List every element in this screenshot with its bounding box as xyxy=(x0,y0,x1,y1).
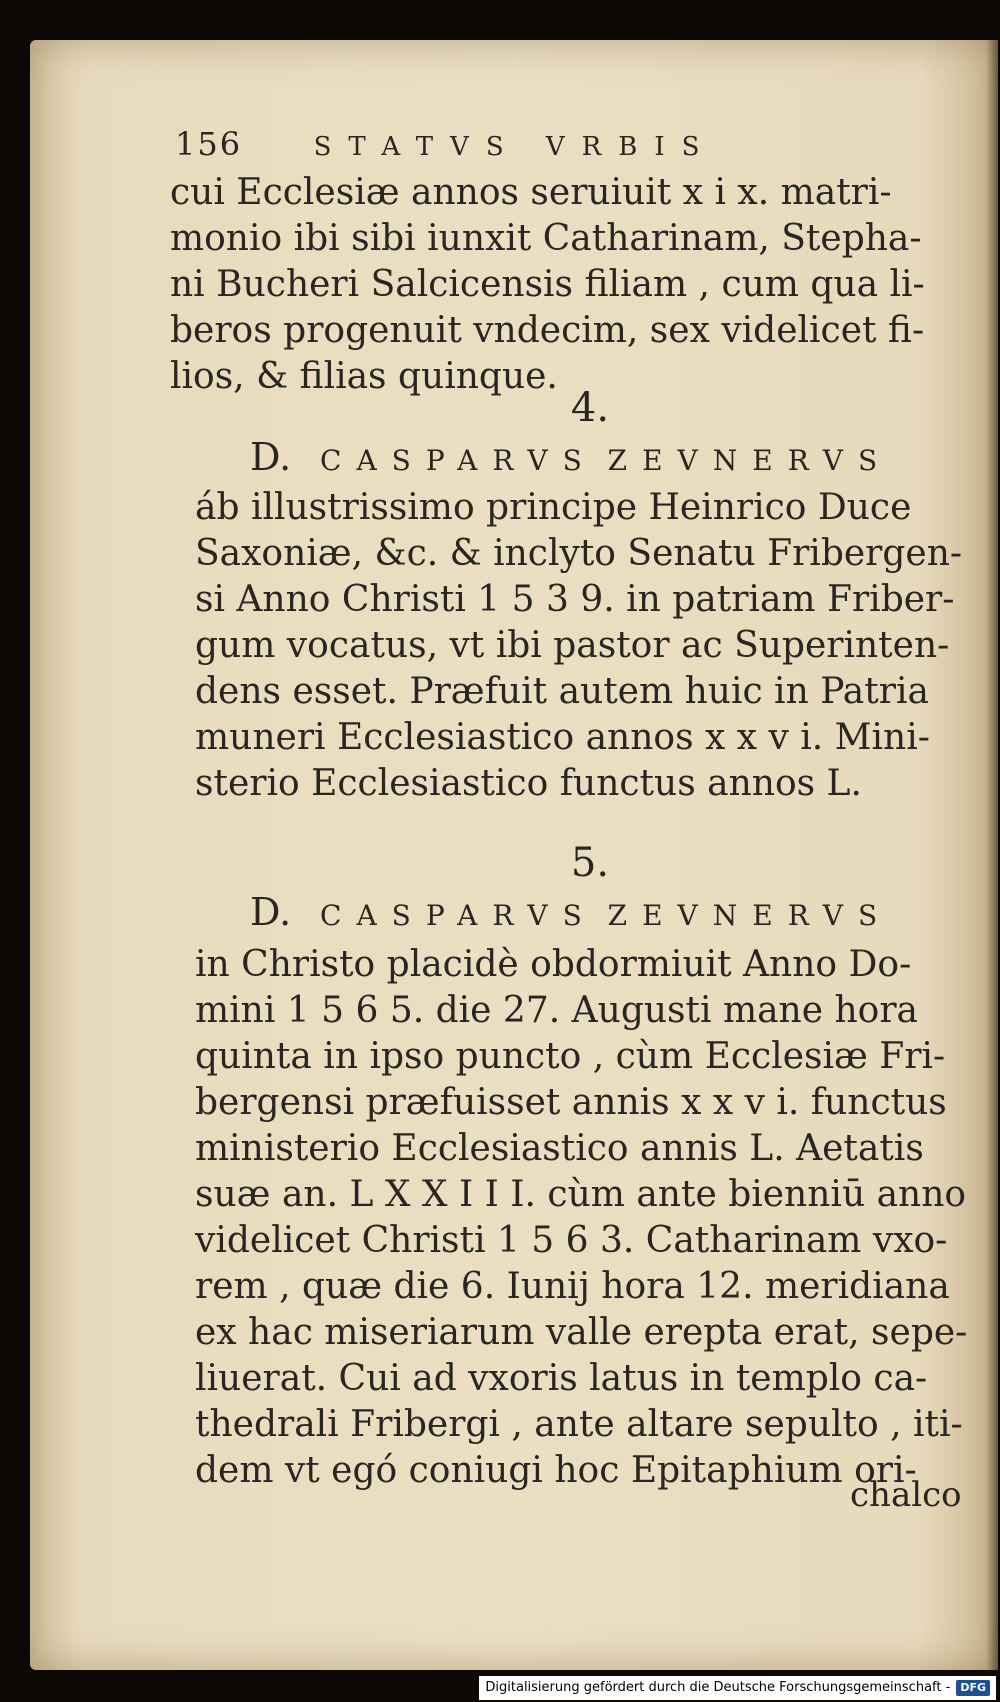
paragraph-1 xyxy=(170,170,930,400)
running-title: STATVS VRBIS xyxy=(313,132,717,162)
text-line: liuerat. Cui ad vxoris latus in templo ca- xyxy=(195,1358,928,1399)
text-line: monio ibi sibi iunxit Catharinam, Stepha- xyxy=(170,218,922,259)
text-line: beros progenuit vndecim, sex videlicet fi- xyxy=(170,310,925,351)
running-header xyxy=(175,125,935,163)
section-4-numeral: 4. xyxy=(570,385,610,431)
section-5-name-d: D. xyxy=(250,890,292,934)
text-line: sterio Ecclesiastico functus annos L. xyxy=(195,763,862,804)
digitization-footer xyxy=(479,1676,996,1700)
text-line: lios, & filias quinque. xyxy=(170,356,558,397)
text-line: ex hac miseriarum valle erepta erat, sepe- xyxy=(195,1312,968,1353)
text-line: rem , quæ die 6. Iunij hora 12. meridiana xyxy=(195,1266,950,1307)
footer-text: Digitalisierung gefördert durch die Deutsche Forschungsgemeinschaft - xyxy=(485,1680,951,1695)
text-line: thedrali Fribergi , ante altare sepulto , iti- xyxy=(195,1404,963,1445)
section-4-name-last: ZEVNERVS xyxy=(607,444,893,477)
text-line: gum vocatus, vt ibi pastor ac Superinten- xyxy=(195,625,950,666)
text-line: áb illustrissimo principe Heinrico Duce xyxy=(195,487,912,528)
text-line: dens esset. Præfuit autem huic in Patria xyxy=(195,671,929,712)
section-5-name-first: CASPARVS xyxy=(320,899,597,932)
text-line: quinta in ipso puncto , cùm Ecclesiæ Fri- xyxy=(195,1036,946,1077)
section-4-name-d: D. xyxy=(250,435,292,479)
section-4-name-first: CASPARVS xyxy=(320,444,597,477)
page-number: 156 xyxy=(175,125,243,163)
text-line: ni Bucheri Salcicensis filiam , cum qua li- xyxy=(170,264,925,305)
section-5-name xyxy=(250,890,950,934)
catchword: chalco xyxy=(850,1475,962,1515)
text-line: in Christo placidè obdormiuit Anno Do- xyxy=(195,944,912,985)
text-line: dem vt egó coniugi hoc Epitaphium ori- xyxy=(195,1450,917,1491)
dfg-logo: DFG xyxy=(956,1680,990,1696)
section-4-name xyxy=(250,435,950,479)
section-5-numeral: 5. xyxy=(570,840,610,886)
text-line: Saxoniæ, &c. & inclyto Senatu Fribergen- xyxy=(195,533,963,574)
section-5-text xyxy=(195,942,968,1494)
text-line: cui Ecclesiæ annos seruiuit x i x. matri- xyxy=(170,172,892,213)
text-line: ministerio Ecclesiastico annis L. Aetatis xyxy=(195,1128,924,1169)
text-line: si Anno Christi 1 5 3 9. in patriam Friber- xyxy=(195,579,955,620)
section-5-name-last: ZEVNERVS xyxy=(607,899,893,932)
text-line: mini 1 5 6 5. die 27. Augusti mane hora xyxy=(195,990,919,1031)
text-line: bergensi præfuisset annis x x v i. functus xyxy=(195,1082,947,1123)
text-line: muneri Ecclesiastico annos x x v i. Mini- xyxy=(195,717,930,758)
text-line: videlicet Christi 1 5 6 3. Catharinam vxo- xyxy=(195,1220,948,1261)
text-line: suæ an. L X X I I I. cùm ante bienniū anno xyxy=(195,1174,967,1215)
section-4-text xyxy=(195,485,963,807)
